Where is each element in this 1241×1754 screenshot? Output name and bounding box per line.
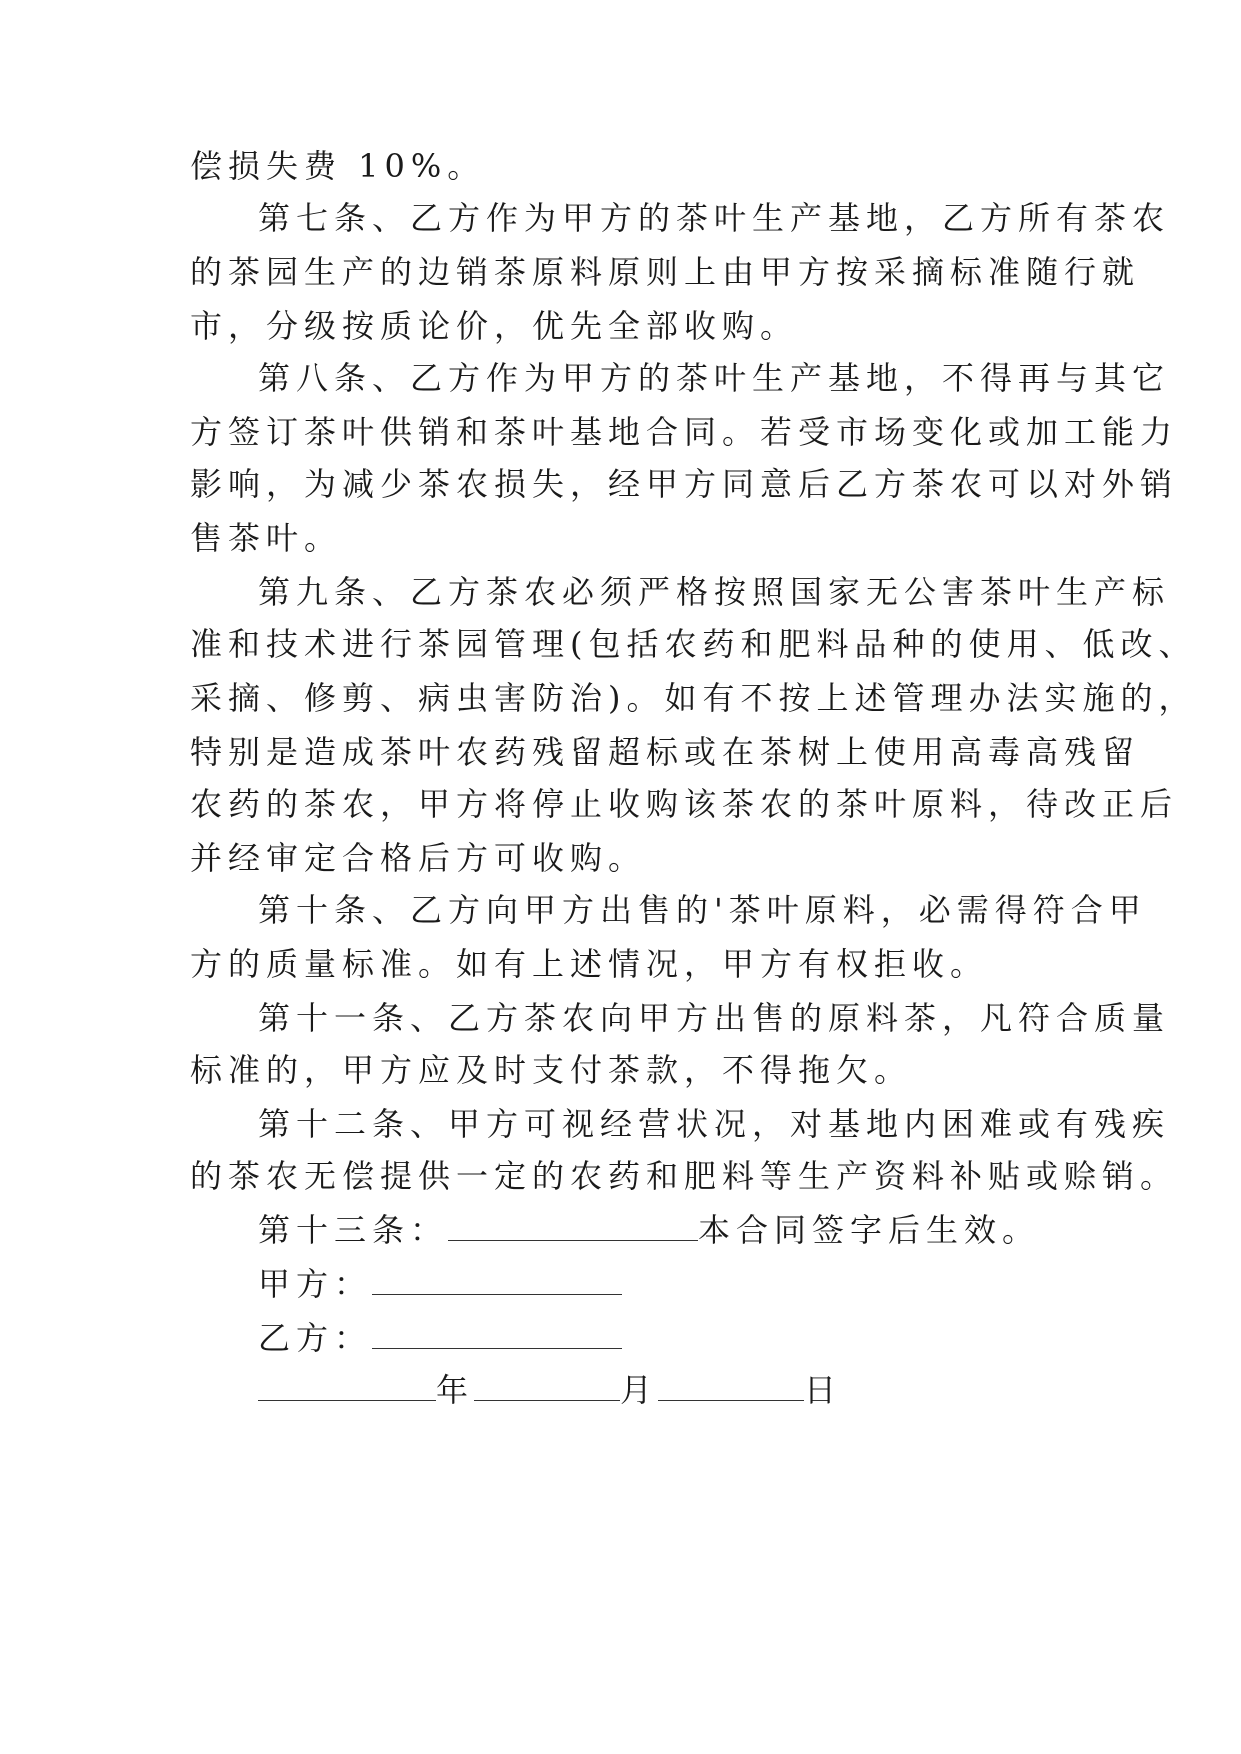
text-line: 市，分级按质论价，优先全部收购。 — [190, 307, 799, 345]
party-a-line — [258, 1264, 622, 1304]
text-line: 的茶园生产的边销茶原料原则上由甲方按采摘标准随行就 — [190, 253, 1141, 291]
day-blank — [658, 1372, 804, 1401]
year-blank — [258, 1372, 436, 1401]
text-line: 影响，为减少茶农损失，经甲方同意后乙方茶农可以对外销 — [190, 465, 1179, 503]
clause-9-line-1: 第九条、乙方茶农必须严格按照国家无公害茶叶生产标 — [258, 573, 1171, 611]
month-label: 月 — [620, 1371, 659, 1409]
clause-12-line-1: 第十二条、甲方可视经营状况，对基地内困难或有残疾 — [258, 1105, 1171, 1143]
text-line: 标准的，甲方应及时支付茶款，不得拖欠。 — [190, 1051, 913, 1089]
date-line — [258, 1370, 842, 1410]
party-a-signature-blank — [372, 1266, 622, 1295]
clause-13-prefix: 第十三条： — [258, 1211, 449, 1249]
text-line: 售茶叶。 — [190, 519, 343, 557]
party-b-signature-blank — [372, 1320, 622, 1349]
month-blank — [474, 1372, 620, 1401]
text-line: 特别是造成茶叶农药残留超标或在茶树上使用高毒高残留 — [190, 733, 1141, 771]
text-line: 采摘、修剪、病虫害防治)。如有不按上述管理办法实施的， — [190, 679, 1197, 717]
text-line: 的茶农无偿提供一定的农药和肥料等生产资料补贴或赊销。 — [190, 1157, 1179, 1195]
clause-8-line-1: 第八条、乙方作为甲方的茶叶生产基地，不得再与其它 — [258, 359, 1171, 397]
clause-13-suffix: 本合同签字后生效。 — [698, 1211, 1041, 1249]
text-line: 方签订茶叶供销和茶叶基地合同。若受市场变化或加工能力 — [190, 413, 1179, 451]
party-b-label: 乙方： — [258, 1319, 373, 1357]
clause-10-line-1: 第十条、乙方向甲方出售的'茶叶原料，必需得符合甲 — [258, 891, 1147, 929]
year-label: 年 — [436, 1371, 475, 1409]
party-b-line — [258, 1318, 622, 1358]
clause-13-line — [258, 1210, 1040, 1250]
text-line: 准和技术进行茶园管理(包括农药和肥料品种的使用、低改、 — [190, 625, 1197, 663]
clause-7-line-1: 第七条、乙方作为甲方的茶叶生产基地，乙方所有茶农 — [258, 199, 1171, 237]
text-line: 方的质量标准。如有上述情况，甲方有权拒收。 — [190, 945, 989, 983]
day-label: 日 — [804, 1371, 843, 1409]
text-line: 偿损失费 10%。 — [190, 147, 486, 185]
text-line: 并经审定合格后方可收购。 — [190, 839, 647, 877]
clause-11-line-1: 第十一条、乙方茶农向甲方出售的原料茶，凡符合质量 — [258, 999, 1171, 1037]
party-a-label: 甲方： — [258, 1265, 373, 1303]
text-line: 农药的茶农，甲方将停止收购该茶农的茶叶原料，待改正后 — [190, 785, 1179, 823]
clause-13-blank — [448, 1212, 698, 1241]
